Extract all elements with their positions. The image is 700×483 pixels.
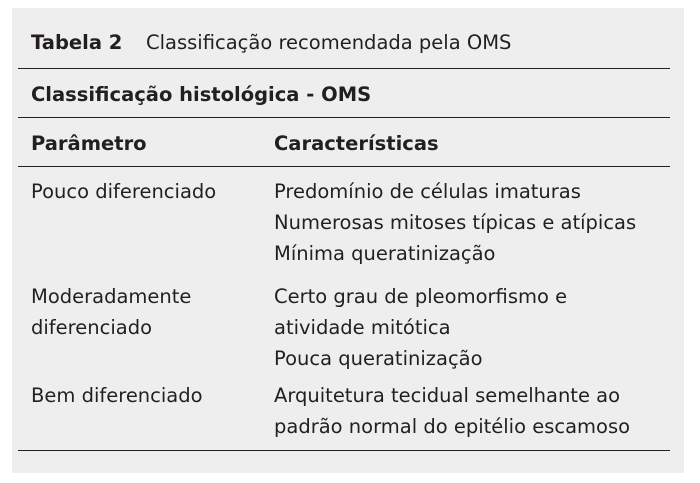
cell-line: Moderadamente [31, 285, 192, 308]
cell-line: Mínima queratinização [274, 242, 496, 265]
cell-line: Bem diferenciado [31, 384, 203, 407]
header-divider [18, 166, 670, 167]
cell-line: padrão normal do epitélio escamoso [274, 415, 631, 438]
cell-line: Predomínio de células imaturas [274, 180, 581, 203]
section-divider [18, 117, 670, 118]
column-header-parameter: Parâmetro [31, 132, 147, 155]
table-title: Classificação recomendada pela OMS [146, 31, 512, 54]
table-label: Tabela 2 [31, 31, 123, 54]
table-row-parameter [31, 281, 191, 343]
table-row-characteristics [274, 380, 630, 442]
cell-line: Pouco diferenciado [31, 180, 217, 203]
cell-line: Numerosas mitoses típicas e atípicas [274, 211, 637, 234]
cell-line: Arquitetura tecidual semelhante ao [274, 384, 621, 407]
caption-divider [18, 68, 670, 69]
table-row-characteristics [274, 176, 636, 269]
table-row-characteristics [274, 281, 567, 374]
table-bottom-rule [18, 450, 670, 451]
cell-line: Certo grau de pleomorfismo e [274, 285, 568, 308]
cell-line: atividade mitótica [274, 316, 451, 339]
cell-line: diferenciado [31, 316, 152, 339]
column-header-characteristics: Características [274, 132, 439, 155]
table-row-parameter [31, 380, 203, 411]
cell-line: Pouca queratinização [274, 347, 483, 370]
table-row-parameter [31, 176, 216, 207]
section-heading: Classificação histológica - OMS [31, 83, 372, 106]
